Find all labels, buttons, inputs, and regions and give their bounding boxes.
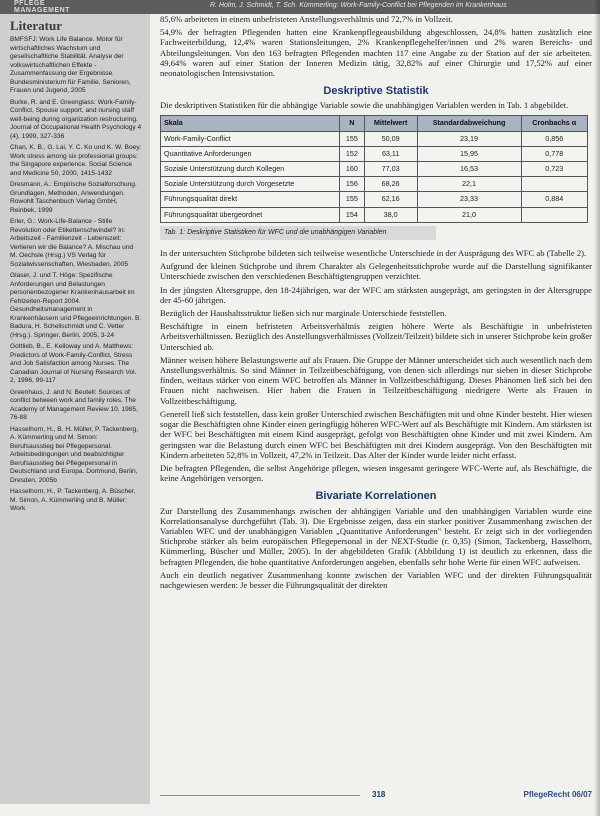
running-head: R. Holm, J. Schmidt, T. Sch. Kümmerling: Work-Family-Conflict bei Pflegenden im Krankenhaus [210, 2, 507, 9]
reference-item: Burke, R. and E. Greenglass: Work-Family-Conflict, Spouse support, and nursing staff well-being during organization restructuring. Journal of Occupational Health Psychology 4 (4), 1999, 327-336 [10, 98, 142, 140]
table-cell: 0,723 [521, 162, 588, 177]
table-cell: 23,19 [417, 131, 521, 146]
reference-item: BMFSFJ: Work Life Balance. Motor für wirtschaftliches Wachstum und gesellschaftliche Stabilität. Analyse der volkswirtschaftlichen Effekte - Zusammenfassung der Ergebnisse. Bundesministerium für Familie, Senioren, Frauen und Jugend, 2005 [10, 36, 131, 94]
reference-item: Greenhaus, J. and N. Beutell: Sources of conflict between work and family roles. The Academy of Management Review 10, 1985, 76-88 [10, 388, 138, 421]
table-cell: 23,33 [417, 192, 521, 207]
paragraph: Die deskriptiven Statistiken für die abhängige Variable sowie die unabhängigen Variablen werden in Tab. 1 abgebildet. [160, 100, 569, 111]
sidebar-title: Literatur [10, 18, 62, 33]
reference-item: Chan, K. B., G. Lai, Y. C. Ko und K. W. Boey: Work stress among six professional groups: the Singapore experience. Social Science and Medicine 50, 2000, 1415-1432 [10, 144, 142, 177]
footer-rule [160, 795, 360, 796]
table-cell: 38,0 [364, 207, 417, 222]
paragraph: Auch ein deutlich negativer Zusammenhang konnte zwischen der Variablen WFC und der direkten Führungsqualität nachgewiesen werden: Je besser die Führungsqualität der direkten [160, 569, 592, 590]
table-cell: 152 [339, 146, 364, 161]
article-body [160, 14, 592, 786]
descriptive-stats-table [160, 115, 588, 223]
table-cell [521, 207, 588, 222]
table-cell: Quantitative Anforderungen [161, 146, 340, 161]
column-header-alpha: Cronbachs α [521, 115, 588, 131]
table-cell: Soziale Unterstützung durch Kollegen [161, 162, 340, 177]
table-header-row [161, 115, 588, 131]
table-cell: 16,53 [417, 162, 521, 177]
references-sidebar [0, 14, 150, 804]
table-cell: Soziale Unterstützung durch Vorgesetzte [161, 177, 340, 192]
paragraph: Die befragten Pflegenden, die selbst Angehörige pflegen, wiesen insgesamt geringere WFC-Werte auf, als Beschäftigte, die keine Angehörigen versorgen. [160, 462, 592, 484]
page-footer [160, 790, 592, 804]
paragraph: Generell ließ sich feststellen, dass kein großer Unterschied zwischen Beschäftigten mit und ohne Kinder besteht. Hier wiesen sogar die Beschäftigten ohne Kinder einen geringfügig höheren WFC-Wert auf als Beschäftigte mit Kindern. Am stärksten ist der WFC bei Beschäftigten mit einem Kind ausgeprägt, gefolgt von Beschäftigten ohne Kinder und mit zwei Kindern. Am geringsten war die Belastung durch einen WFC bei Beschäftigten mit drei Kindern ausgeprägt. Von den Beschäftigten mit Kindern arbeiteten 52,8% in Vollzeit, 47,2% in Teilzeit. Das Alter der Kinder wurde leider nicht erfasst. [160, 408, 592, 460]
running-header [0, 0, 600, 14]
column-header-scale: Skala [161, 115, 340, 131]
table-cell: Führungsqualität übergeordnet [161, 207, 340, 222]
table-cell: 22,1 [417, 177, 521, 192]
paragraph: In der jüngsten Altersgruppe, den 18-24jährigen, war der WFC am stärksten ausgeprägt, am geringsten in der Altersgruppe der 45-60 jährigen. [160, 284, 592, 305]
table-cell: 21,0 [417, 207, 521, 222]
section-heading-bivariate: Bivariate Korrelationen [315, 490, 437, 503]
table-caption: Tab. 1: Deskriptive Statistiken für WFC und die unabhängigen Variablen [160, 226, 436, 240]
table-row [161, 162, 588, 177]
paragraph: 54,9% der befragten Pflegenden hatten eine Krankenpflegeausbildung abgeschlossen, 24,8% hatten zusätzlich eine Fachweiterbildung, 12,4% waren Stationsleitungen, 2% Krankenpflegehelfer/innen und 2% waren Bereichs- und Abteilungsleitungen. Von den 163 befragten Pflegenden machten 117 eine Angabe zu der Station auf der sie arbeiteten. 49,64% waren auf einer Station der Inneren Medizin tätig, 32,82% auf einer Chirurgie und 17,52% auf einer neonatologischen Intensivstation. [160, 27, 592, 79]
table-cell: 68,26 [364, 177, 417, 192]
reference-item: Dresmann, A.: Empirische Sozialforschung. Grundlagen, Methoden, Anwendungen. Rowohlt Taschenbuch Verlag GmbH, Reinbek, 1999 [10, 181, 137, 214]
brand-line-1: PFLEGE [14, 0, 46, 7]
page-edge-shadow [594, 0, 600, 816]
table-cell: 0,778 [521, 146, 588, 161]
paragraph: Aufgrund der kleinen Stichprobe und ihrem Charakter als Gelegenheitsstichprobe wurde auf die Darstellung signifikanter Unterschiede zwischen den verschiedenen Beschäftigtengruppen verzichtet. [160, 261, 592, 282]
paragraph: Zur Darstellung des Zusammenhangs zwischen der abhängigen Variable und den unabhängigen Variablen wurde eine Korrelationsanalyse durchgeführt (Tab. 3). Die Ergebnisse zeigen, dass ein starker positiver Zusammenhang zwischen der Variablen WFC und der unabhängigen Variablen „Quantitative Anforderungen" besteht. Er zeigt sich in der vorliegenden Stichprobe stärker als beim europäischen Pflegepersonal in der NEXT-Studie (r. 0,35) (Simon, Tackenberg, Hasselhorn, Kümmerling, Büscher und Müller, 2005). In der abgebildeten Grafik (Abbildung 1) ist deutlich zu erkennen, dass die befragten Pflegenden, die hohe quantitative Anforderungen angeben, ebenfalls sehr hohe Werte für einen WFC aufweisen. [160, 505, 592, 567]
table-cell: 0,884 [521, 192, 588, 207]
page-number: 318 [372, 790, 386, 799]
table-cell: 15,95 [417, 146, 521, 161]
table-cell: 155 [339, 192, 364, 207]
paragraph: 85,6% arbeiteten in einem unbefristeten Anstellungsverhältnis und 72,7% in Vollzeit. [160, 14, 453, 24]
table-row [161, 177, 588, 192]
table-cell: Führungsqualität direkt [161, 192, 340, 207]
paragraph: Beschäftigte in einem befristeten Arbeitsverhältnis zeigten höhere Werte als Beschäftigte in unbefristeten Arbeitsverhältnissen. Bezüglich des Anstellungsverhältnisses (Vollzeit/Teilzeit) bildete sich in unserer Stichprobe kein großer Unterschied ab. [160, 321, 592, 352]
journal-name: PflegeRecht 06/07 [523, 790, 592, 799]
table-row [161, 192, 588, 207]
table-cell: 77,03 [364, 162, 417, 177]
reference-item: Glaser, J. und T. Höge: Spezifische Anforderungen und Belastungen personenbezogener Krankenhausarbeit im Fehlzeiten-Report 2004. Gesundheitsmanagement in Krankenhäusern und Pflegeeinrichtungen. B. Badura, H. Schellschmidt und C. Vetter (Hrsg.). Springer, Berlin, 2005, 3-24 [10, 272, 142, 339]
section-heading-descriptive: Deskriptive Statistik [323, 85, 429, 98]
table-cell: 50,09 [364, 131, 417, 146]
table-cell: 155 [339, 131, 364, 146]
paragraph: In der untersuchten Stichprobe bildeten sich teilweise wesentliche Unterschiede in der Ausprägung des WFC ab (Tabelle 2). [160, 248, 587, 259]
brand-line-2: MANAGEMENT [14, 7, 70, 14]
table-cell [521, 177, 588, 192]
table-cell: 0,856 [521, 131, 588, 146]
column-header-sd: Standardabweichung [417, 115, 521, 131]
table-cell: Work-Family-Conflict [161, 131, 340, 146]
column-header-n: N [339, 115, 364, 131]
reference-item: Hasselhorn, H., B. H. Müller, P. Tackenberg, A. Kümmerling und M. Simon: Berufsausstieg bei Pflegepersonal. Arbeitsbedingungen und beabsichtigter Berufsausstieg bei Pflegepersonal in Deutschland und Europa. Dortmund, Berlin, Dresden, 2005b [10, 425, 139, 484]
table-cell: 156 [339, 177, 364, 192]
paragraph: Männer weisen höhere Belastungswerte auf als Frauen. Die Gruppe der Männer unterscheidet sich auch wesentlich nach dem Anstellungsverhältnis. So sind Männer in Teilzeitbeschäftigung, von denen sich allerdings nur sieben in dieser Stichprobe finden, weitaus stärker von einem WFC betroffen als Männer in Vollzeitbeschäftigung. Dieses Phänomen ließ sich bei den Frauen nicht nachweisen. Hier haben die Frauen in Teilzeitbeschäftigung niedrigere Werte als Frauen in Vollzeitbeschäftigung. [160, 354, 592, 406]
table-cell: 63,11 [364, 146, 417, 161]
reference-item: Hasselhorn, H., P. Tackenberg, A. Büscher, M. Simon, A. Kümmerling und B. Müller: Work [10, 488, 136, 512]
paragraph: Bezüglich der Haushaltsstruktur ließen sich nur marginale Unterschiede feststellen. [160, 308, 447, 319]
table-cell: 62,16 [364, 192, 417, 207]
column-header-mean: Mittelwert [364, 115, 417, 131]
table-row [161, 207, 588, 222]
table-cell: 160 [339, 162, 364, 177]
reference-item: Gottlieb, B., E. Kelloway und A. Matthews: Predictors of Work-Family-Conflict, Stress and Job Satisfaction among Nurses. The Canadian Journal of Nursing Research Vol. 2, 1996, 99-117 [10, 343, 137, 384]
table-row [161, 131, 588, 146]
reference-item: Erler, G.: Work-Life-Balance - Stille Revolution oder Etikettenschwindel? In: Arbeitszeit - Familienzeit - Lebenszeit: Verlieren wir die Balance? A. Mischau und M. Oechsle (Hrsg.) VS Verlag für Sozialwissenschaften, Wiesbaden, 2005 [10, 218, 134, 268]
table-cell: 154 [339, 207, 364, 222]
table-row [161, 146, 588, 161]
